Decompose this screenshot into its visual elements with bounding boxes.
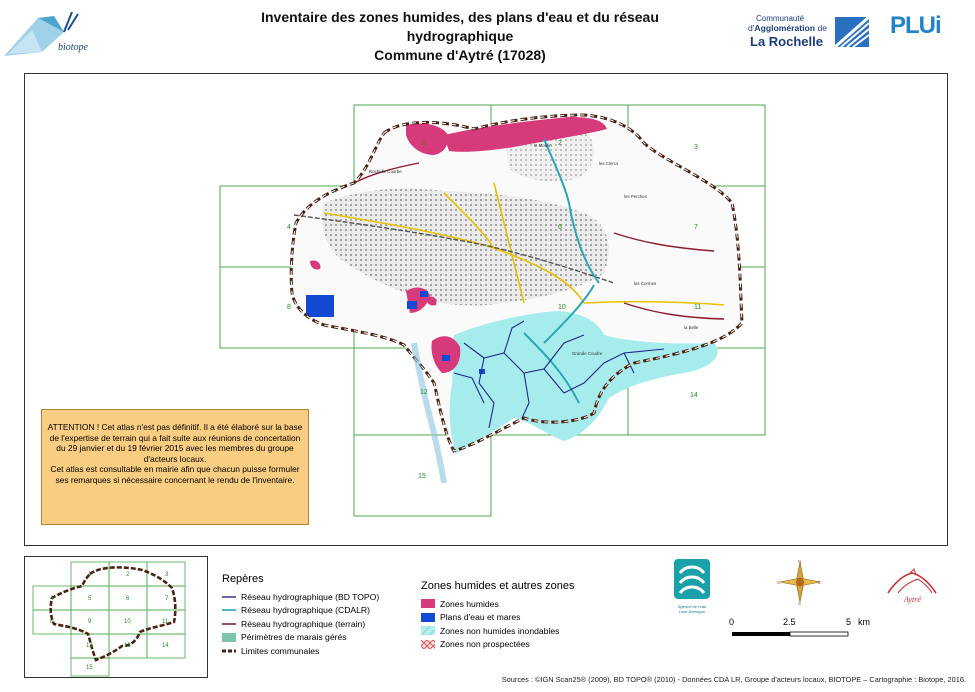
legend-reperes-title: Repères [222, 573, 264, 585]
sources-credit: Sources : ©IGN Scan25® (2009), BD TOPO® (2010) - Données CDA LR, Groupe d'acteurs locaux, BIOTOPE – Cartographie : Biotope, 2016. [501, 675, 966, 684]
compass-e: E [818, 580, 822, 585]
legend-item [222, 604, 379, 618]
overview-map [24, 556, 208, 678]
plan-eau-1 [306, 295, 334, 317]
cda-la-rochelle-logo [748, 14, 873, 52]
agence-eau-logo [674, 559, 710, 614]
overview-tile-number: 10 [124, 619, 131, 625]
legend-item [222, 590, 379, 604]
aytre-logo-mark [884, 567, 940, 597]
scale-bar-graphic [728, 630, 878, 640]
overview-tile-number: 1 [88, 572, 92, 578]
overview-tile-number: 14 [162, 643, 169, 649]
line-symbol [222, 593, 236, 601]
overview-tile-number: 4 [50, 596, 54, 602]
agence-eau-logo-mark [674, 559, 710, 599]
page-title [220, 8, 700, 65]
legend-reperes [222, 573, 379, 658]
aytre-logo-text: Aytré [904, 595, 921, 604]
cda-line-2b: Agglomération [754, 23, 816, 33]
tile-number: 15 [418, 473, 426, 480]
legend-zones [421, 580, 574, 651]
hatch-symbol [421, 626, 435, 635]
legend-item [421, 638, 574, 652]
agence-eau-line-1: Agence de l'eau [677, 604, 707, 609]
overview-tile-number: 8 [50, 619, 54, 625]
fill-symbol [421, 599, 435, 608]
legend-item [222, 631, 379, 645]
plan-eau-4 [442, 355, 450, 361]
tile-number: 6 [558, 224, 562, 231]
title-line-1: Inventaire des zones humides, des plans d'eau et du réseau [261, 9, 659, 25]
cda-line-2a: d' [748, 23, 755, 33]
biotope-logo [2, 8, 102, 58]
legend-zones-title: Zones humides et autres zones [421, 580, 575, 592]
overview-tile-number: 7 [165, 596, 169, 602]
legend-label: Périmètres de marais gérés [241, 632, 347, 643]
overview-tile-number: 11 [162, 619, 169, 625]
cda-line-2 [748, 23, 827, 33]
plui-logo [890, 10, 942, 50]
legend-label: Réseau hydrographique (BD TOPO) [241, 591, 380, 602]
tile-number: 11 [694, 304, 702, 311]
legend-item [421, 624, 574, 638]
place-name: les Perches [624, 194, 647, 199]
plan-eau-2 [407, 301, 417, 309]
line-symbol [222, 606, 236, 614]
legend-item [421, 597, 574, 611]
tile-number: 14 [690, 392, 698, 399]
legend-label: Réseau hydrographique (terrain) [241, 618, 366, 629]
hatch-symbol [421, 640, 435, 649]
compass-o: O [777, 580, 781, 585]
attention-paragraph-2: Cet atlas est consultable en mairie afin que chacun puisse formuler ses remarques si nécessaire concernant le rendu de l'inventaire. [50, 464, 300, 485]
overview-tile-number: 3 [165, 572, 169, 578]
line-symbol [222, 620, 236, 628]
legend-label: Zones non humides inondables [440, 625, 560, 636]
cda-line-3: La Rochelle [750, 34, 823, 49]
overview-tile-number: 2 [126, 572, 130, 578]
overview-tile-number: 12 [86, 643, 93, 649]
plui-logo-text: PLUi [890, 12, 941, 39]
tile-number: 8 [287, 304, 291, 311]
compass-icon [777, 559, 823, 605]
tile-number: 12 [420, 389, 428, 396]
tile-number: 10 [558, 304, 566, 311]
legend-item [421, 611, 574, 625]
aytre-logo [884, 567, 940, 613]
scale-unit: km [858, 617, 870, 627]
tile-number: 2 [558, 140, 562, 147]
tile-number: 7 [694, 224, 698, 231]
compass-rose [777, 559, 823, 605]
cda-logo-mark [835, 17, 871, 49]
legend-item [222, 644, 379, 658]
legend-label: Limites communales [241, 645, 320, 656]
legend-label: Zones humides [440, 598, 499, 609]
legend-item [222, 617, 379, 631]
cda-line-1: Communauté [756, 14, 805, 23]
overview-tile-number: 13 [124, 643, 131, 649]
biotope-logo-text: biotope [58, 42, 88, 53]
place-name: le Moulin [534, 143, 552, 148]
overview-tile-numbers [50, 572, 169, 671]
agence-eau-line-2: Loire-Bretagne [678, 609, 706, 614]
tile-number: 3 [694, 144, 698, 151]
attention-notice [41, 409, 309, 525]
scale-labels [728, 617, 878, 628]
fill-symbol [421, 613, 435, 622]
scale-bar [728, 617, 878, 647]
title-line-2: hydrographique [406, 28, 514, 44]
compass-n: N [798, 559, 802, 564]
legend-label: Plans d'eau et mares [440, 612, 521, 623]
place-name: les Cormes [634, 281, 657, 286]
cda-line-2c: de [815, 23, 828, 33]
overview-tile-number: 9 [88, 619, 92, 625]
scale-tick-0: 0 [729, 617, 735, 627]
overview-commune-boundary [51, 567, 176, 660]
title-line-3: Commune d'Aytré (17028) [374, 47, 546, 63]
overview-tile-number: 6 [126, 596, 130, 602]
plan-eau-3 [420, 291, 428, 297]
legend-label: Zones non prospectées [440, 639, 530, 650]
scale-tick-1: 2.5 [783, 617, 796, 627]
overview-tile-number: 5 [88, 596, 92, 602]
scale-tick-2: 5 [846, 617, 852, 627]
overview-tile-number: 15 [86, 665, 93, 671]
line-symbol [222, 647, 236, 655]
tile-number: 4 [287, 224, 291, 231]
fill-symbol [222, 633, 236, 642]
compass-s: S [798, 601, 802, 605]
place-name: la Belle [684, 325, 699, 330]
tile-number: 1 [422, 140, 426, 147]
legend-label: Réseau hydrographique (CDALR) [241, 605, 370, 616]
attention-paragraph-1: ATTENTION ! Cet atlas n'est pas définitif. Il a été élaboré sur la base de l'expertise de terrain qui a fait suite aux réunions de concertation du 29 janvier et du 19 février 2015 avec les membres du groupe d'acteurs locaux. [47, 422, 303, 464]
place-name: Rochelle Courbe [369, 169, 402, 174]
place-name: Grande Coudre [572, 351, 603, 356]
place-name: les Clercs [599, 161, 619, 166]
